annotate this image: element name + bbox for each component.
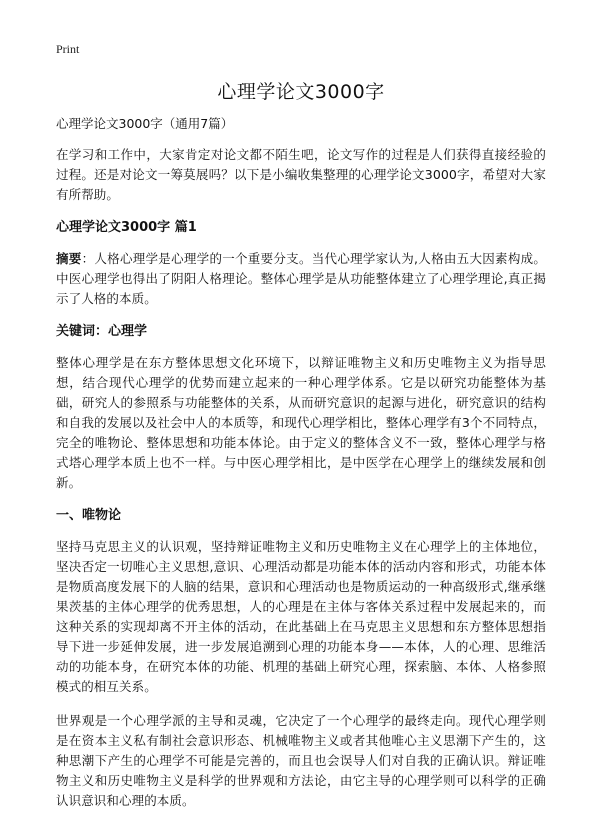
section-heading-materialism: 一、唯物论	[56, 508, 122, 523]
page-title: 心理学论文3000字	[217, 81, 385, 103]
body-paragraph-2: 坚持马克思主义的认识观，坚持辩证唯物主义和历史唯物主义在心理学上的主体地位，坚决否定一切唯心主义思想,意识、心理活动都是功能本体的活动内容和形式，功能本体是物质高度发展下的人脑的结果，意识和心理活动也是物质运动的一种高级形式,继承继果茨基的主体心理学的优秀思想，人的心理是在主体与客体关系过程中发展起来的，而这种关系的实现却离不开主体的活动，在此基础上在马克思主义思想和东方整体思想指导下进一步延伸发展，进一步发展追溯到心理的功能本身——本体，人的心理、思维活动的功能本身，在研究本体的功能、机理的基础上研究心理，探索脑、本体、人格参照模式的相互关系。	[56, 539, 546, 694]
abstract-label: 摘要	[56, 251, 82, 266]
print-label: Print	[56, 42, 80, 56]
body-paragraph-3: 世界观是一个心理学派的主导和灵魂，它决定了一个心理学的最终走向。现代心理学则是在资本主义私有制社会意识形态、机械唯物主义或者其他唯心主义思潮下产生的，这种思潮下产生的心理学不可能是完善的，而且也会误导人们对自我的正确认识。辩证唯物主义和历史唯物主义是科学的世界观和方法论，由它主导的心理学则可以科学的正确认识意识和心理的本质。	[56, 713, 546, 808]
abstract-text: ：人格心理学是心理学的一个重要分支。当代心理学家认为,人格由五大因素构成。中医心理学也得出了阴阳人格理论。整体心理学是从功能整体建立了心理学理论,真正揭示了人格的本质。	[56, 251, 546, 306]
abstract-paragraph	[56, 249, 546, 309]
body-paragraph-1: 整体心理学是在东方整体思想文化环境下，以辩证唯物主义和历史唯物主义为指导思想，结合现代心理学的优势而建立起来的一种心理学体系。它是以研究功能整体为基础，研究人的参照系与功能整体的关系，从而研究意识的起源与进化，研究意识的结构和自我的发展以及社会中人的本质等，和现代心理学相比，整体心理学有3个不同特点，完全的唯物论、整体思想和功能本体论。由于定义的整体含义不一致，整体心理学与格式塔心理学本质上也不一样。与中医心理学相比，是中医学在心理学上的继续发展和创新。	[56, 355, 546, 490]
intro-paragraph: 在学习和工作中，大家肯定对论文都不陌生吧，论文写作的过程是人们获得直接经验的过程。还是对论文一筹莫展吗？以下是小编收集整理的心理学论文3000字，希望对大家有所帮助。	[56, 147, 546, 202]
article-title: 心理学论文3000字 篇1	[56, 220, 197, 235]
keywords-line: 关键词：心理学	[56, 324, 148, 339]
document-subtitle: 心理学论文3000字（通用7篇）	[56, 116, 234, 131]
